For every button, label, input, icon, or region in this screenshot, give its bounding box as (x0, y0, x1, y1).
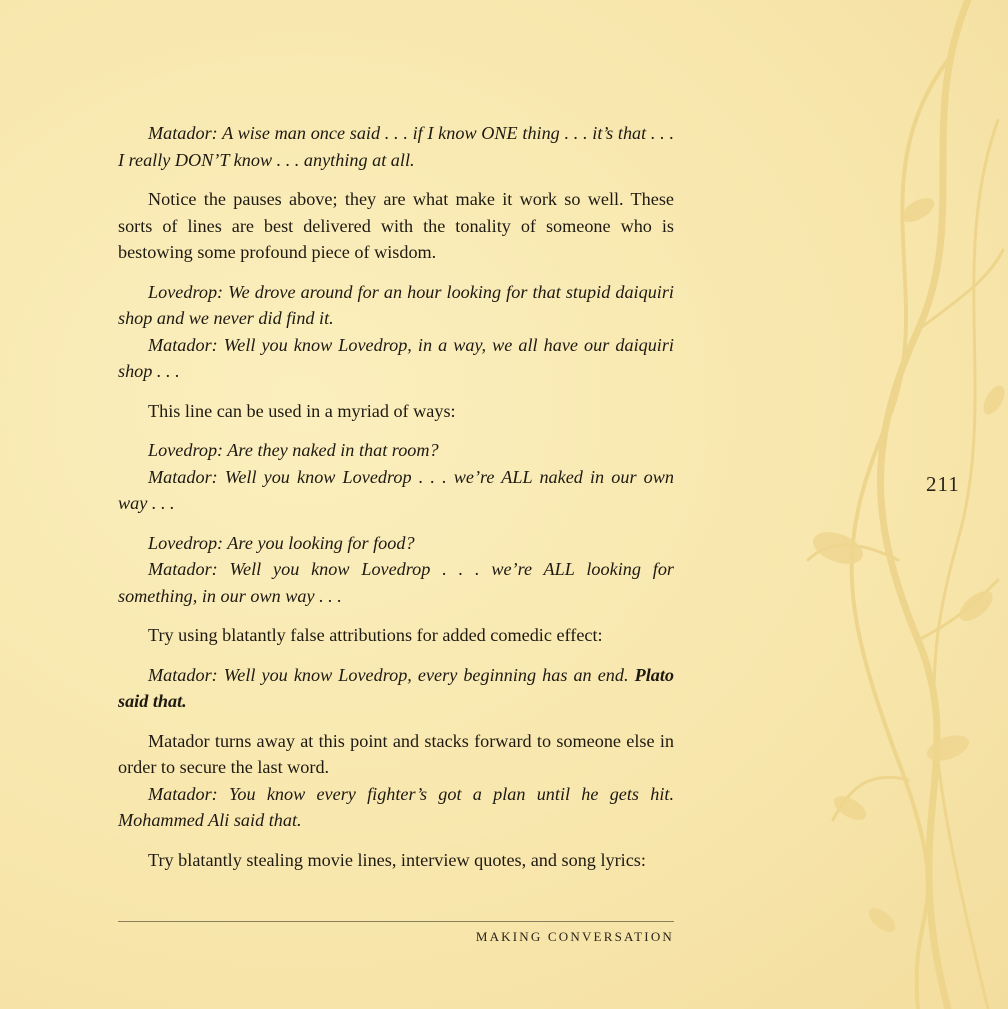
dialogue-line: Lovedrop: We drove around for an hour looking for that stupid daiquiri shop and we never did find it. (118, 281, 674, 328)
decorative-vine (798, 0, 1008, 1009)
dialogue-line: Lovedrop: Are you looking for food? (148, 532, 415, 553)
body-paragraph: Try using blatantly false attributions for added comedic effect: (148, 625, 603, 645)
dialogue-line (118, 662, 674, 715)
dialogue-line: Matador: Well you know Lovedrop, in a way, we all have our daiquiri shop . . . (118, 334, 674, 381)
page-body (118, 120, 674, 873)
body-paragraph: Notice the pauses above; they are what make it work so well. These sorts of lines are best delivered with the tonality of someone who is bestowing some profound piece of wisdom. (118, 189, 674, 262)
dialogue-line: Matador: Well you know Lovedrop . . . we’re ALL looking for something, in our own way . . . (118, 559, 674, 606)
dialogue-line: Lovedrop: Are they naked in that room? (148, 440, 439, 460)
body-paragraph: Matador turns away at this point and stacks forward to someone else in order to secure the last word. (118, 730, 674, 777)
dialogue-line: Matador: A wise man once said . . . if I know ONE thing . . . it’s that . . . I really DON’T know . . . anything at all. (118, 123, 674, 170)
running-footer-title: MAKING CONVERSATION (475, 929, 674, 944)
attribution-emphasis: Plato said that. (118, 664, 674, 711)
dialogue-line: Matador: Well you know Lovedrop . . . we’re ALL naked in our own way . . . (118, 466, 674, 513)
footer-divider (118, 921, 674, 922)
dialogue-line: Matador: You know every fighter’s got a plan until he gets hit. Mohammed Ali said that. (118, 783, 674, 830)
body-paragraph: Try blatantly stealing movie lines, interview quotes, and song lyrics: (148, 849, 646, 870)
page-number: 211 (926, 472, 960, 496)
dialogue-text: Matador: Well you know Lovedrop, every beginning has an end. (148, 664, 629, 685)
body-paragraph: This line can be used in a myriad of ways: (148, 400, 456, 421)
